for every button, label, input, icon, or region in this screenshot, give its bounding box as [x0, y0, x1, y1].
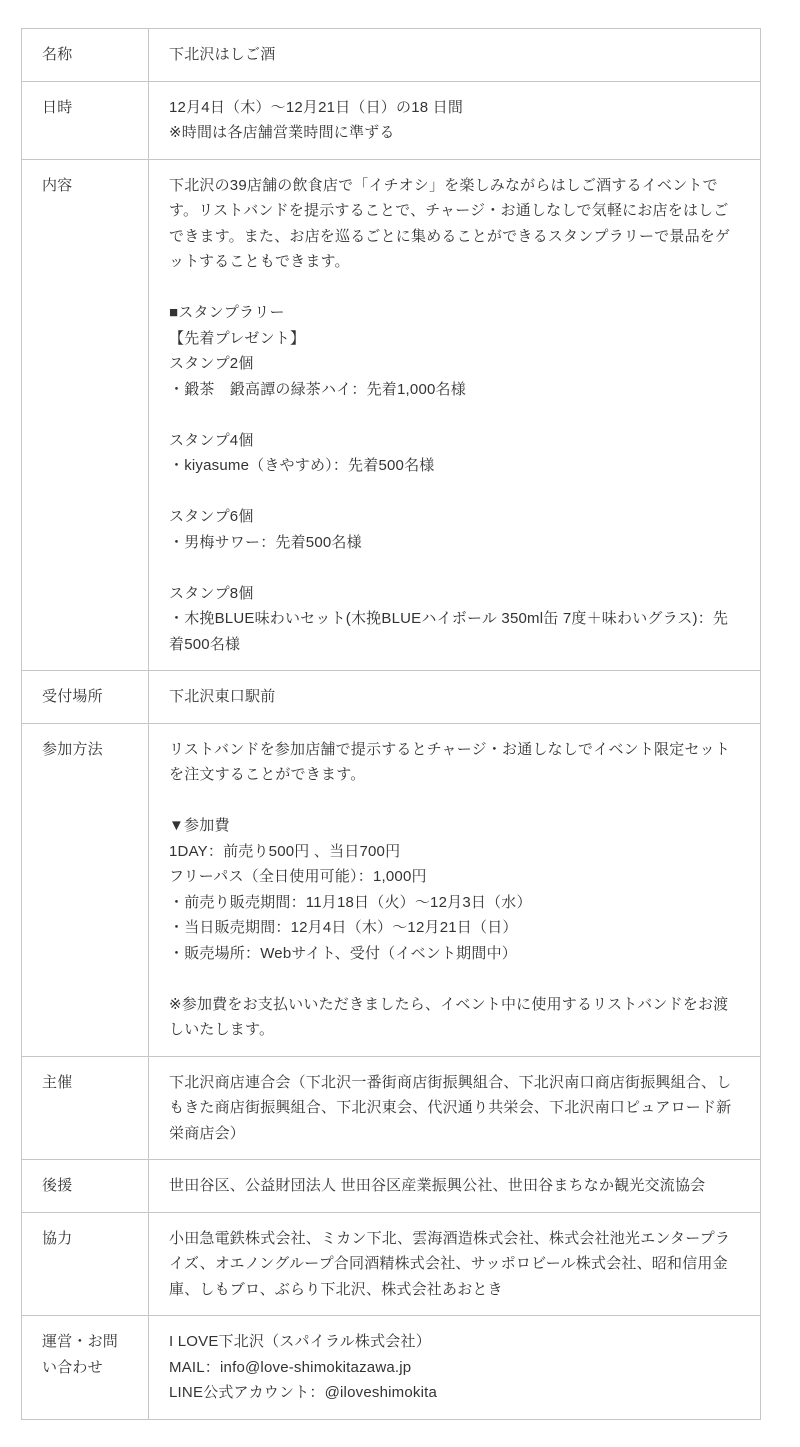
table-row-participation [22, 723, 761, 1056]
row-value-support: 世田谷区、公益財団法人 世田谷区産業振興公社、世田谷まちなか観光交流協会 [149, 1160, 761, 1213]
table-row-name [22, 29, 761, 82]
row-label-organizer: 主催 [22, 1056, 149, 1160]
table-row-contact [22, 1316, 761, 1420]
row-label-support: 後援 [22, 1160, 149, 1213]
row-value-datetime: 12月4日（木）～12月21日（日）の18 日間 ※時間は各店舗営業時間に準ずる [149, 81, 761, 159]
event-info-table [21, 28, 761, 1420]
row-label-contact: 運営・お問 い合わせ [22, 1316, 149, 1420]
table-row-datetime [22, 81, 761, 159]
row-label-cooperation: 協力 [22, 1212, 149, 1316]
row-label-reception-place: 受付場所 [22, 671, 149, 724]
row-value-participation: リストバンドを参加店舗で提示するとチャージ・お通しなしでイベント限定セットを注文することができます。 ▼参加費 1DAY：前売り500円 、当日700円 フリーパス（全日使用可能）：1,000円 ・前売り販売期間：11月18日（火）～12月3日（水） ・当日販売期間：12月4日（木）～12月21日（日） ・販売場所：Webサイト、受付（イベント期間中） ※参加費をお支払いいただきましたら、イベント中に使用するリストバンドをお渡しいたします。 [149, 723, 761, 1056]
table-row-content [22, 159, 761, 671]
row-label-participation: 参加方法 [22, 723, 149, 1056]
table-row-reception-place [22, 671, 761, 724]
row-value-name: 下北沢はしご酒 [149, 29, 761, 82]
row-label-content: 内容 [22, 159, 149, 671]
table-row-support [22, 1160, 761, 1213]
row-value-reception-place: 下北沢東口駅前 [149, 671, 761, 724]
row-label-name: 名称 [22, 29, 149, 82]
row-label-datetime: 日時 [22, 81, 149, 159]
row-value-contact: I LOVE下北沢（スパイラル株式会社） MAIL：info@love-shimokitazawa.jp LINE公式アカウント：@iloveshimokita [149, 1316, 761, 1420]
row-value-cooperation: 小田急電鉄株式会社、ミカン下北、雲海酒造株式会社、株式会社池光エンタープライズ、オエノングループ合同酒精株式会社、サッポロビール株式会社、昭和信用金庫、しもブロ、ぶらり下北沢、株式会社あおとき [149, 1212, 761, 1316]
table-row-cooperation [22, 1212, 761, 1316]
table-row-organizer [22, 1056, 761, 1160]
row-value-organizer: 下北沢商店連合会（下北沢一番街商店街振興組合、下北沢南口商店街振興組合、しもきた商店街振興組合、下北沢東会、代沢通り共栄会、下北沢南口ピュアロード新栄商店会） [149, 1056, 761, 1160]
row-value-content: 下北沢の39店舗の飲食店で「イチオシ」を楽しみながらはしご酒するイベントです。リストバンドを提示することで、チャージ・お通しなしで気軽にお店をはしごできます。また、お店を巡るごとに集めることができるスタンプラリーで景品をゲットすることもできます。 ■スタンプラリー 【先着プレゼント】 スタンプ2個 ・鍛茶 鍛高譚の緑茶ハイ：先着1,000名様 スタンプ4個 ・kiyasume（きやすめ）：先着500名様 スタンプ6個 ・男梅サワー：先着500名様 スタンプ8個 ・木挽BLUE味わいセット(木挽BLUEハイボール 350ml缶 7度＋味わいグラス)：先着500名様 [149, 159, 761, 671]
